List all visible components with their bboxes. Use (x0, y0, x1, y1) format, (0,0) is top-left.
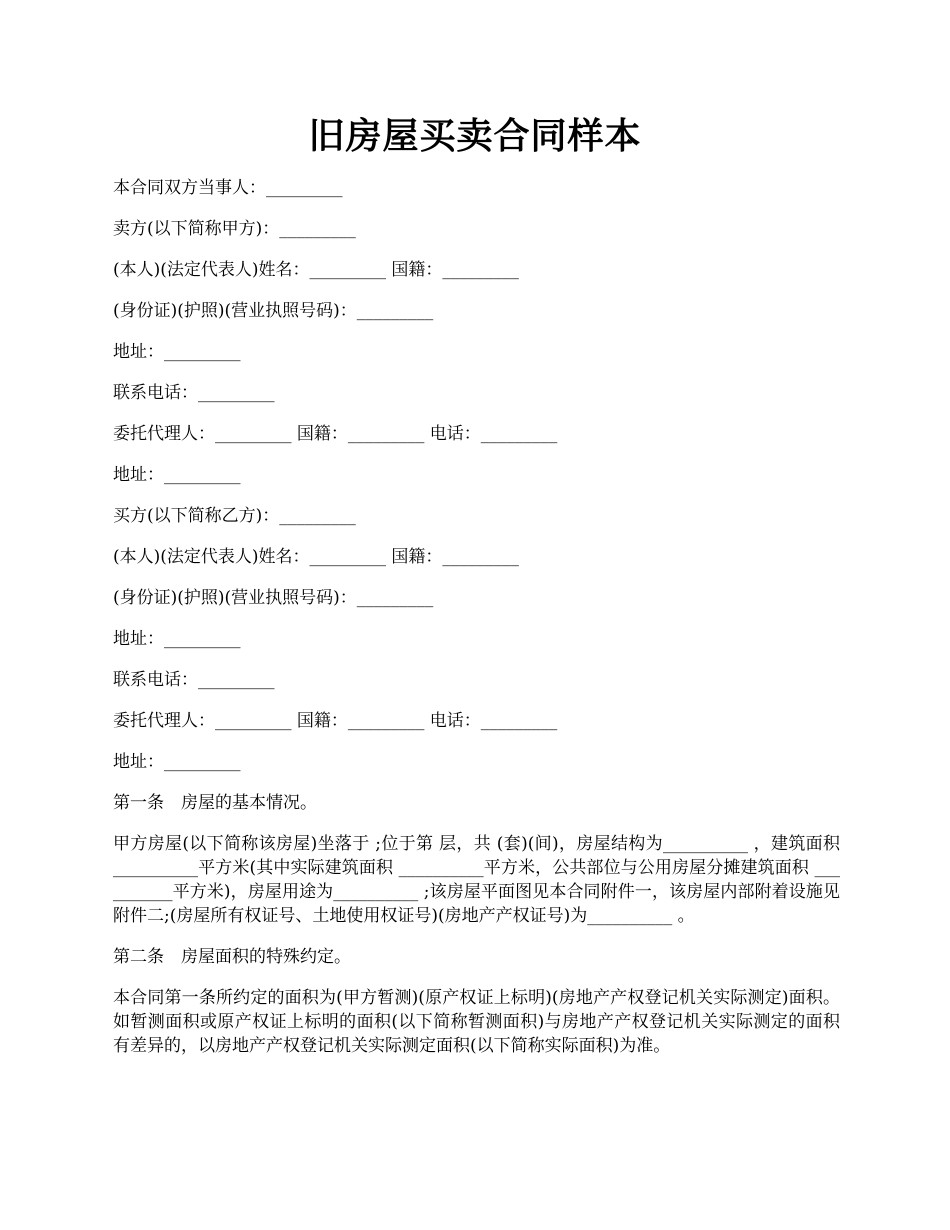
seller-id-line: (身份证)(护照)(营业执照号码)：_________ (113, 301, 434, 321)
buyer-agent-address-line: 地址：_________ (113, 752, 241, 772)
buyer-line: 买方(以下简称乙方)：_________ (113, 506, 356, 526)
article-2-heading: 第二条 房屋面积的特殊约定。 (113, 947, 351, 967)
buyer-phone-line: 联系电话：_________ (113, 670, 275, 690)
buyer-agent-line: 委托代理人：_________ 国籍：_________ 电话：_________ (113, 711, 558, 731)
buyer-name-nationality-line: (本人)(法定代表人)姓名：_________ 国籍：_________ (113, 547, 519, 567)
article-2-body: 本合同第一条所约定的面积为(甲方暂测)(原产权证上标明)(房地产产权登记机关实际测定)面积。如暂测面积或原产权证上标明的面积(以下简称暂测面积)与房地产产权登记机关实际测定的面积有差异的，以房地产产权登记机关实际测定面积(以下简称实际面积)为准。 (113, 988, 840, 1056)
parties-line: 本合同双方当事人：_________ (113, 178, 343, 198)
seller-agent-line: 委托代理人：_________ 国籍：_________ 电话：_________ (113, 424, 558, 444)
buyer-id-line: (身份证)(护照)(营业执照号码)：_________ (113, 588, 434, 608)
document-title: 旧房屋买卖合同样本 (308, 115, 642, 157)
seller-line: 卖方(以下简称甲方)：_________ (113, 219, 356, 239)
seller-agent-address-line: 地址：_________ (113, 465, 241, 485)
contract-body (113, 176, 840, 1075)
seller-phone-line: 联系电话：_________ (113, 383, 275, 403)
seller-address-line: 地址：_________ (113, 342, 241, 362)
article-1-heading: 第一条 房屋的基本情况。 (113, 793, 317, 813)
buyer-address-line: 地址：_________ (113, 629, 241, 649)
seller-name-nationality-line: (本人)(法定代表人)姓名：_________ 国籍：_________ (113, 260, 519, 280)
article-1-body: 甲方房屋(以下简称该房屋)坐落于 ;位于第 层，共 (套)(间)，房屋结构为__________ ，建筑面积 __________平方米(其中实际建筑面积 __________平方米，公共部位与公用房屋分摊建筑面积 __________平方米)，房屋用途为__________ ;该房屋平面图见本合同附件一，该房屋内部附着设施见附件二;(房屋所有权证号、土地使用权证号)(房地产产权证号)为__________ 。 (113, 834, 840, 926)
